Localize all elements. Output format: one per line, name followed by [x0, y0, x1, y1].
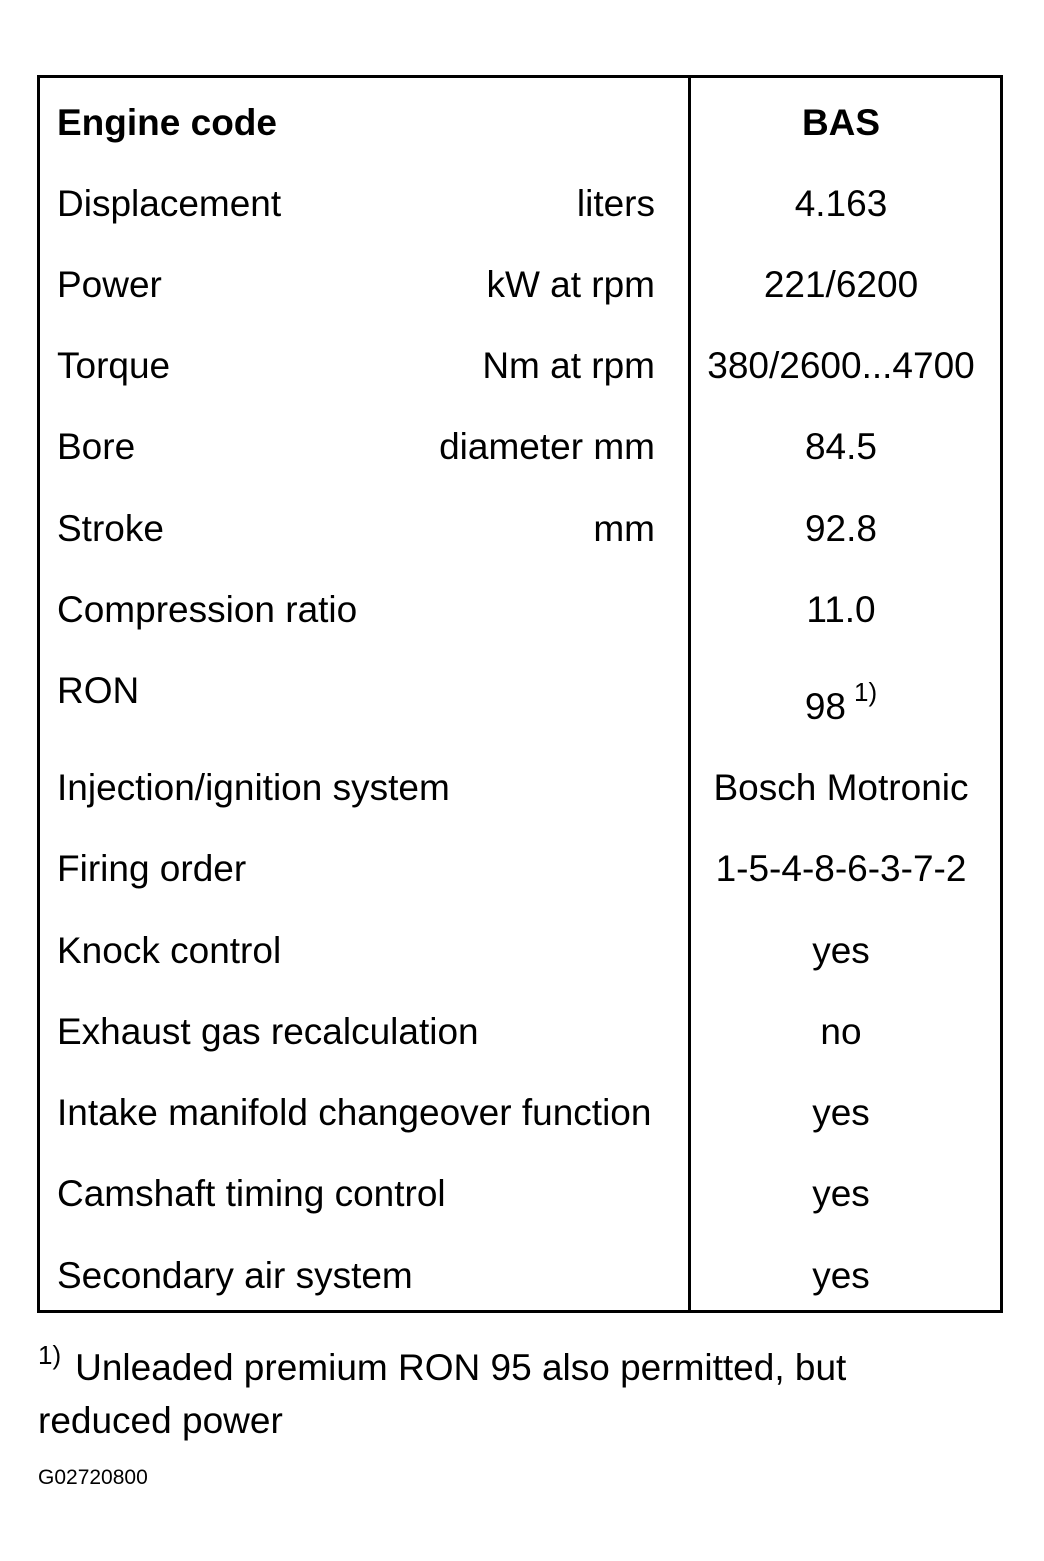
- table-row: [40, 427, 1000, 467]
- row-label: Exhaust gas recalculation: [57, 1011, 479, 1052]
- table-header-row: [40, 103, 1000, 143]
- table-row: [40, 265, 1000, 305]
- table-row: [40, 590, 1000, 630]
- row-unit: Nm at rpm: [482, 345, 655, 386]
- table-row: [40, 1256, 1000, 1296]
- row-label: RON: [57, 670, 140, 711]
- row-unit: liters: [576, 183, 655, 224]
- row-label: Intake manifold changeover function: [57, 1092, 652, 1133]
- row-value: yes: [812, 930, 870, 971]
- row-value: Bosch Motronic: [713, 767, 969, 808]
- row-value: [691, 677, 991, 730]
- figure-code: G02720800: [38, 1466, 148, 1489]
- row-label: Secondary air system: [57, 1255, 413, 1296]
- row-value: 11.0: [806, 589, 876, 630]
- table-row: [40, 671, 1000, 731]
- table-row: [40, 1012, 1000, 1052]
- row-value: 380/2600...4700: [707, 345, 975, 386]
- row-value: yes: [812, 1255, 870, 1296]
- row-label: Compression ratio: [57, 589, 358, 630]
- engine-spec-table: [37, 75, 1003, 1313]
- row-label: Firing order: [57, 848, 247, 889]
- row-unit: mm: [593, 508, 655, 549]
- row-unit: kW at rpm: [486, 264, 655, 305]
- row-label: Power: [57, 264, 162, 305]
- table-row: [40, 509, 1000, 549]
- row-value: 84.5: [804, 426, 877, 467]
- table-row: [40, 768, 1000, 808]
- engine-code-value: BAS: [801, 102, 881, 143]
- table-row: [40, 849, 1000, 889]
- row-value: yes: [812, 1173, 870, 1214]
- row-value: 1-5-4-8-6-3-7-2: [715, 848, 967, 889]
- row-label: Bore: [57, 426, 136, 467]
- row-value: 4.163: [794, 183, 888, 224]
- row-label: Camshaft timing control: [57, 1173, 446, 1214]
- table-row: [40, 1174, 1000, 1214]
- row-value: no: [820, 1011, 862, 1052]
- table-row: [40, 931, 1000, 971]
- table-row: [40, 184, 1000, 224]
- table-row: [40, 1093, 1000, 1133]
- engine-code-label: Engine code: [57, 102, 277, 143]
- footnote-text: Unleaded premium RON 95 also permitted, but reduced power: [38, 1347, 847, 1441]
- footnote-marker: 1): [38, 1340, 62, 1370]
- row-label: Stroke: [57, 508, 164, 549]
- footnote: [38, 1340, 938, 1446]
- table-row: [40, 346, 1000, 386]
- row-value: 221/6200: [763, 264, 919, 305]
- row-label: Torque: [57, 345, 171, 386]
- row-unit: diameter mm: [439, 426, 655, 467]
- row-label: Injection/ignition system: [57, 767, 450, 808]
- row-label: Knock control: [57, 930, 282, 971]
- row-value: 92.8: [804, 508, 877, 549]
- footnote-marker: 1): [854, 677, 878, 707]
- row-value: yes: [812, 1092, 870, 1133]
- ron-value-text: 98: [804, 686, 847, 727]
- row-label: Displacement: [57, 183, 282, 224]
